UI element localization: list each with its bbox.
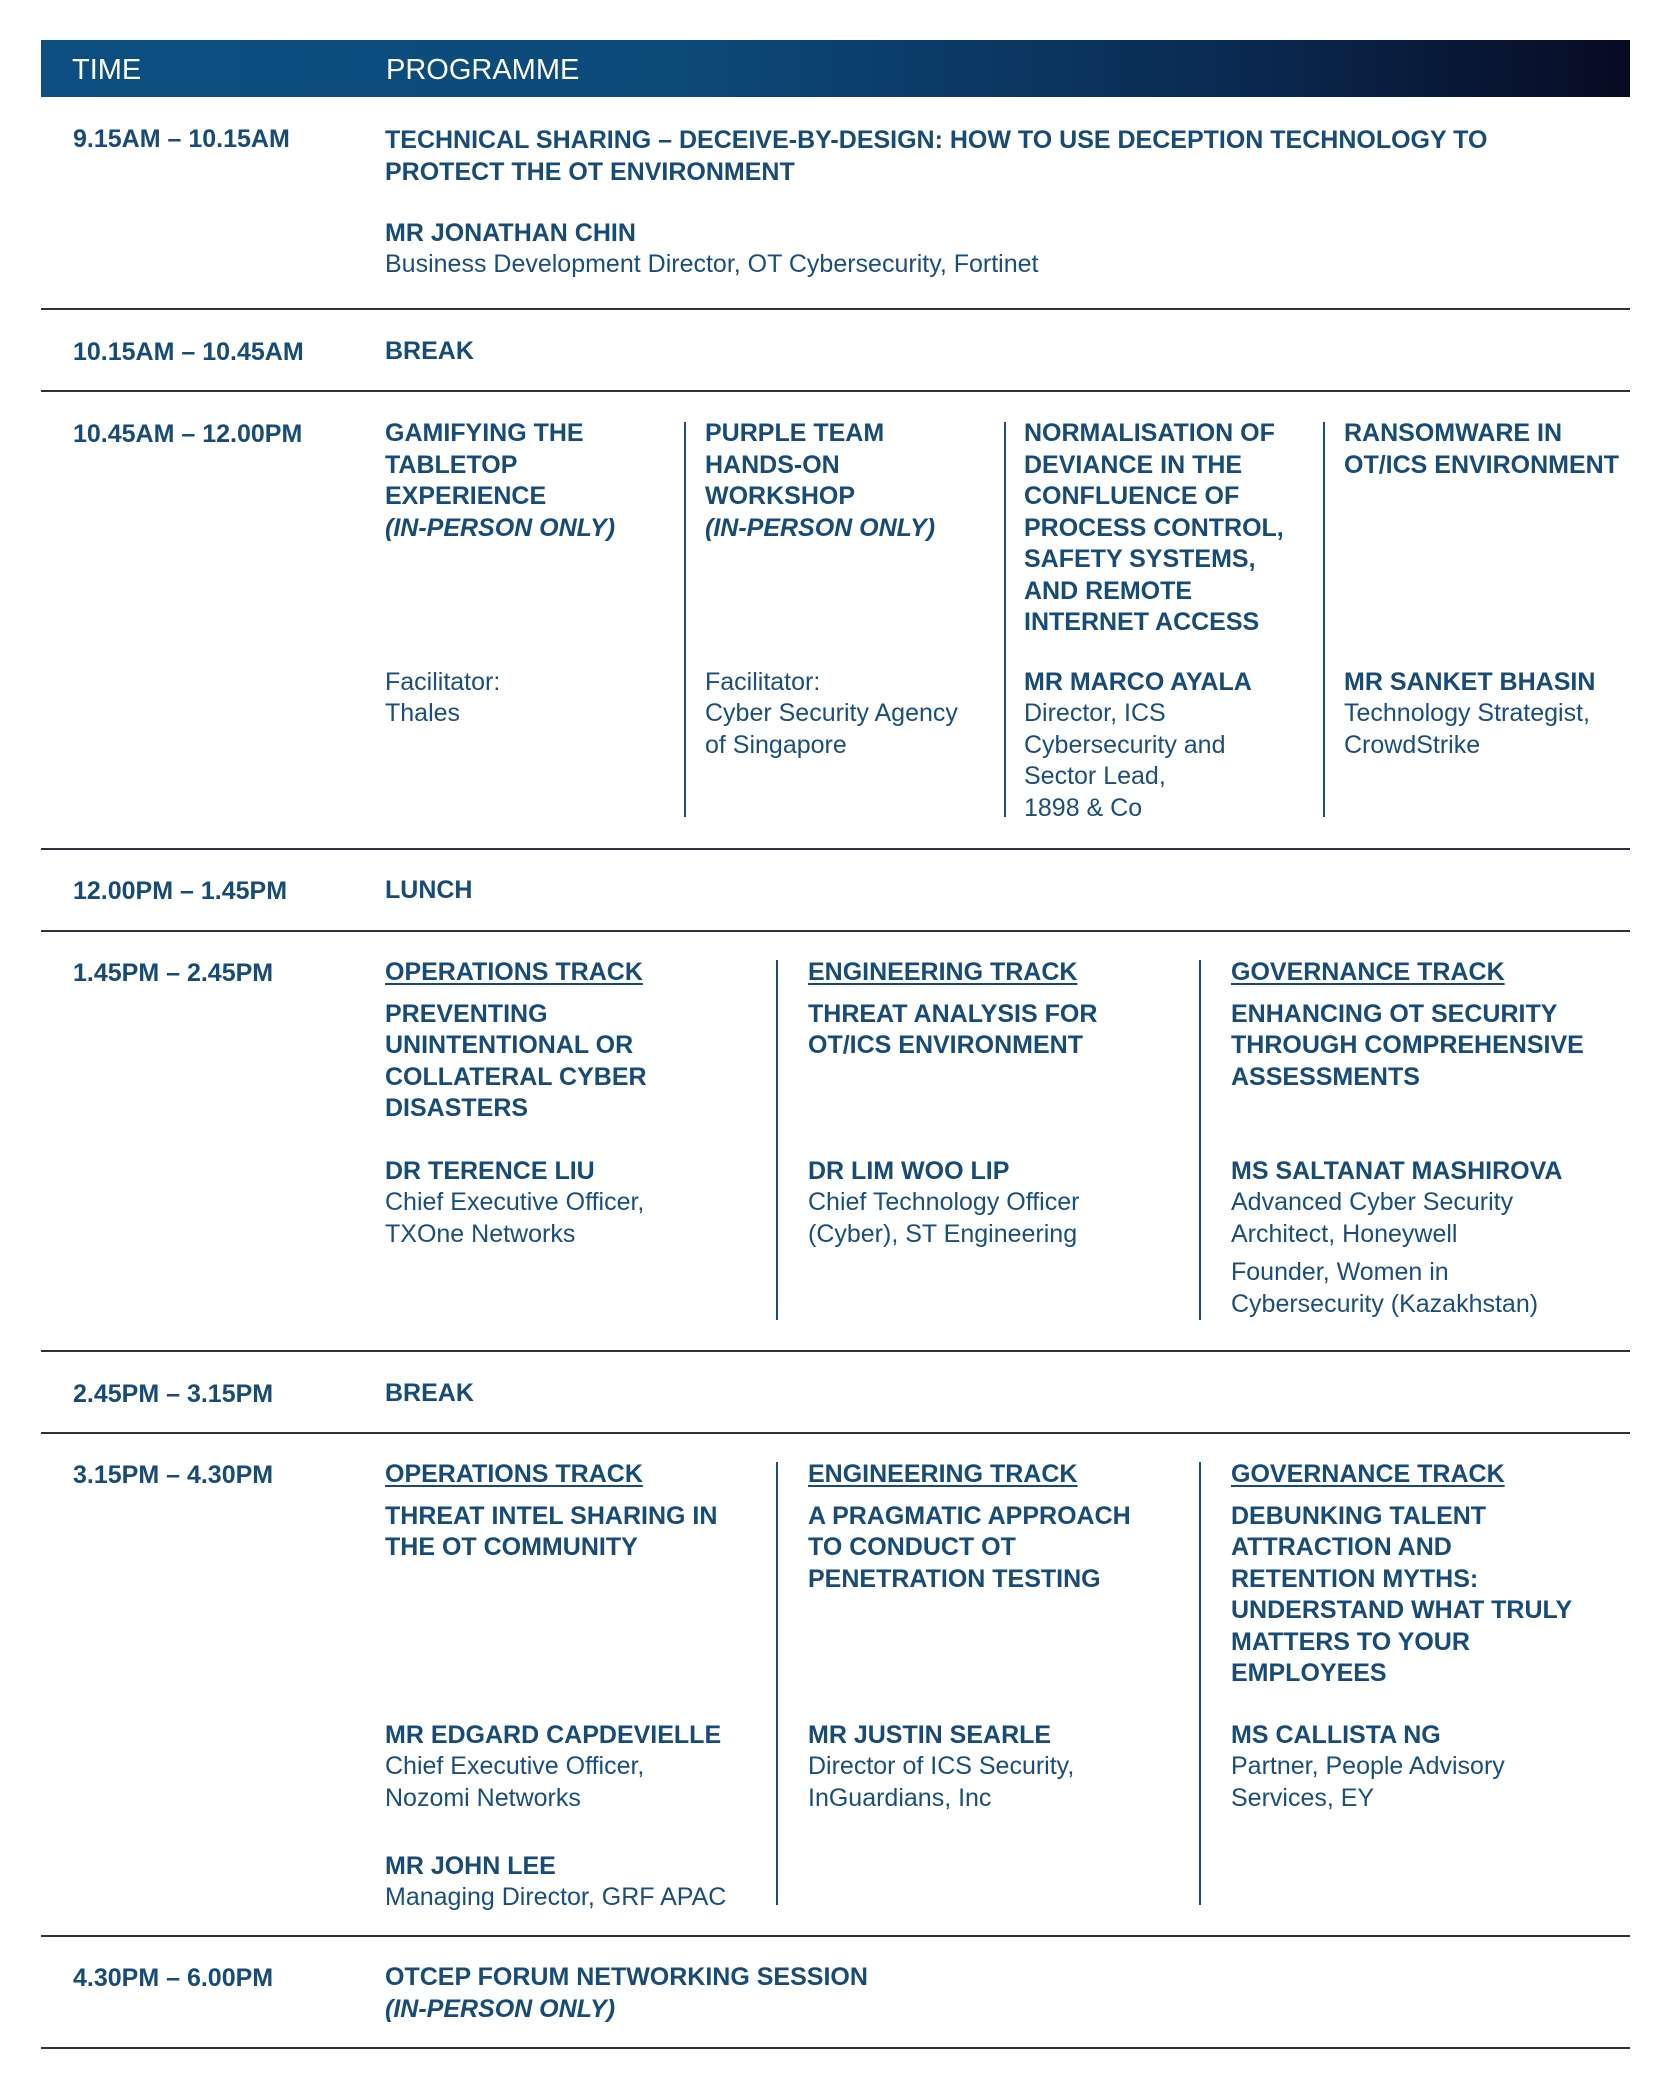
row-divider <box>41 1935 1630 1937</box>
time-slot: 12.00PM – 1.45PM <box>73 877 288 905</box>
facilitator-org: Cyber Security Agency of Singapore <box>705 699 958 759</box>
session-column <box>705 418 995 544</box>
row-divider <box>41 390 1630 392</box>
track-label: OPERATIONS TRACK <box>385 958 643 986</box>
column-divider <box>776 1462 778 1905</box>
time-slot: 10.45AM – 12.00PM <box>73 420 303 448</box>
row-divider <box>41 1350 1630 1352</box>
speaker-name: MR SANKET BHASIN <box>1344 668 1596 696</box>
column-divider <box>684 422 686 817</box>
track-label: GOVERNANCE TRACK <box>1231 958 1505 986</box>
speaker-role: Business Development Director, OT Cybersecurity, Fortinet <box>385 250 1039 278</box>
facilitator-label: Facilitator: <box>385 668 501 696</box>
session-title: NORMALISATION OF DEVIANCE IN THE CONFLUENCE OF PROCESS CONTROL, SAFETY SYSTEMS, AND REMOTE INTERNET ACCESS <box>1024 419 1284 636</box>
row-divider <box>41 2047 1630 2049</box>
speaker-name: MR MARCO AYALA <box>1024 668 1252 696</box>
session-title: PREVENTING UNINTENTIONAL OR COLLATERAL CYBER DISASTERS <box>385 999 647 1122</box>
session-title: BREAK <box>385 1379 474 1407</box>
speaker-role: Managing Director, GRF APAC <box>385 1883 727 1911</box>
column-divider <box>776 960 778 1320</box>
speaker-role: Advanced Cyber Security Architect, Honeywell <box>1231 1188 1514 1248</box>
time-slot: 4.30PM – 6.00PM <box>73 1964 274 1992</box>
speaker-name: MS SALTANAT MASHIROVA <box>1231 1157 1563 1185</box>
column-divider <box>1323 422 1325 817</box>
track-column <box>808 957 1188 1062</box>
time-slot: 9.15AM – 10.15AM <box>73 125 290 153</box>
row-divider <box>41 308 1630 310</box>
session-title: THREAT ANALYSIS FOR OT/ICS ENVIRONMENT <box>808 999 1098 1059</box>
speaker-name: DR TERENCE LIU <box>385 1157 595 1185</box>
session-column <box>385 418 675 544</box>
row-divider <box>41 848 1630 850</box>
session-title: PURPLE TEAM HANDS-ON WORKSHOP <box>705 419 885 510</box>
facilitator-org: Thales <box>385 699 461 727</box>
session-title: TECHNICAL SHARING – DECEIVE-BY-DESIGN: HOW TO USE DECEPTION TECHNOLOGY TO PROTECT THE OT ENVIRONMENT <box>385 126 1488 186</box>
row-divider <box>41 1432 1630 1434</box>
speaker-name: MR JUSTIN SEARLE <box>808 1721 1052 1749</box>
session-title: ENHANCING OT SECURITY THROUGH COMPREHENSIVE ASSESSMENTS <box>1231 999 1584 1091</box>
session-note: (IN-PERSON ONLY) <box>705 513 936 542</box>
column-divider <box>1199 1462 1201 1905</box>
session-title: BREAK <box>385 337 474 365</box>
session-title: OTCEP FORUM NETWORKING SESSION <box>385 1963 868 1991</box>
speaker-role: Chief Technology Officer (Cyber), ST Engineering <box>808 1188 1080 1248</box>
speaker-role: Director, ICS Cybersecurity and Sector Lead, 1898 & Co <box>1024 699 1226 822</box>
session-block <box>385 1962 868 2025</box>
speaker-name: MR JONATHAN CHIN <box>385 219 636 247</box>
session-note: (IN-PERSON ONLY) <box>385 1994 616 2023</box>
speaker-role: Director of ICS Security, InGuardians, Inc <box>808 1752 1075 1812</box>
speaker-name: MS CALLISTA NG <box>1231 1721 1441 1749</box>
speaker-role: Chief Executive Officer, Nozomi Networks <box>385 1752 645 1812</box>
track-label: OPERATIONS TRACK <box>385 1460 643 1488</box>
session-note: (IN-PERSON ONLY) <box>385 513 616 542</box>
session-title: RANSOMWARE IN OT/ICS ENVIRONMENT <box>1344 419 1620 479</box>
time-slot: 3.15PM – 4.30PM <box>73 1461 274 1489</box>
session-title: A PRAGMATIC APPROACH TO CONDUCT OT PENETRATION TESTING <box>808 1501 1131 1593</box>
time-slot: 1.45PM – 2.45PM <box>73 959 274 987</box>
speaker-role-secondary: Founder, Women in Cybersecurity (Kazakhstan) <box>1231 1258 1539 1318</box>
speaker-role: Chief Executive Officer, TXOne Networks <box>385 1188 645 1248</box>
track-label: ENGINEERING TRACK <box>808 958 1078 986</box>
track-column <box>1231 1459 1626 1690</box>
column-divider <box>1199 960 1201 1320</box>
track-label: ENGINEERING TRACK <box>808 1460 1078 1488</box>
track-label: GOVERNANCE TRACK <box>1231 1460 1505 1488</box>
column-divider <box>1004 422 1006 817</box>
session-title: LUNCH <box>385 876 473 904</box>
speaker-name: DR LIM WOO LIP <box>808 1157 1010 1185</box>
session-title: THREAT INTEL SHARING IN THE OT COMMUNITY <box>385 1501 718 1561</box>
time-slot: 2.45PM – 3.15PM <box>73 1380 274 1408</box>
track-column <box>385 1459 765 1564</box>
speaker-role: Technology Strategist, CrowdStrike <box>1344 699 1590 759</box>
row-divider <box>41 930 1630 932</box>
speaker-role: Partner, People Advisory Services, EY <box>1231 1752 1505 1812</box>
session-title: DEBUNKING TALENT ATTRACTION AND RETENTION MYTHS: UNDERSTAND WHAT TRULY MATTERS TO YOUR EMPLOYEES <box>1231 1501 1573 1687</box>
time-slot: 10.15AM – 10.45AM <box>73 338 304 366</box>
facilitator-label: Facilitator: <box>705 668 821 696</box>
track-column <box>808 1459 1188 1595</box>
track-column <box>385 957 765 1125</box>
speaker-name: MR JOHN LEE <box>385 1852 556 1880</box>
table-header <box>41 40 1630 97</box>
header-programme: PROGRAMME <box>386 54 580 86</box>
session-title: GAMIFYING THE TABLETOP EXPERIENCE <box>385 419 584 510</box>
header-time: TIME <box>72 54 142 86</box>
speaker-name: MR EDGARD CAPDEVIELLE <box>385 1721 722 1749</box>
track-column <box>1231 957 1626 1093</box>
